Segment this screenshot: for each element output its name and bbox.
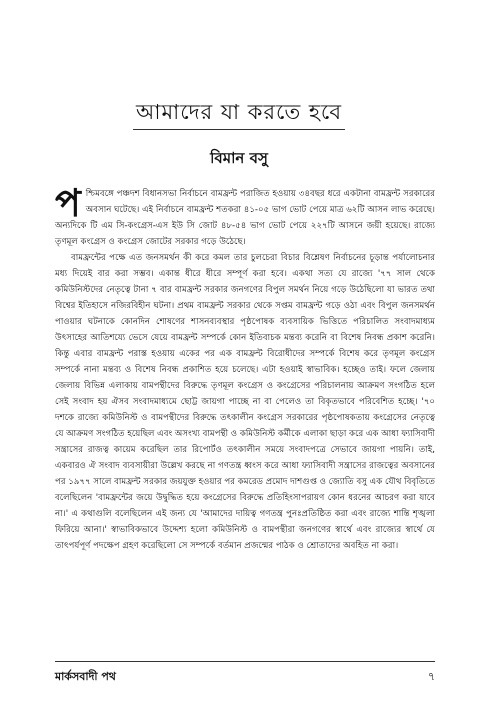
article-body	[55, 186, 435, 646]
paragraph-1	[55, 186, 435, 250]
page-number: ৭	[427, 670, 435, 683]
article-title: আমাদের যা করতে হবে	[135, 100, 343, 124]
article-author: বিমান বসু	[210, 149, 268, 167]
footer-divider	[55, 661, 435, 662]
paragraph-1-text: শ্চিমবঙ্গে পঞ্চদশ বিধানসভা নির্বাচনে বামফ্রন্ট পরাজিত হওয়ায় ৩৪বছর ধরে একটানা বামফ্রন্ট সরকারের অবসান ঘটেছে। এই নির্বাচনে বামফ্রন্ট শতকরা ৪১-০৫ ভাগ ভোট পেয়ে মাত্র ৬২টি আসন লাভ করেছে। অন্যদিকে টি এম সি-কংগ্রেস-এস ইউ সি জোট ৪৮-৫৪ ভাগ ভোট পেয়ে ২২৭টি আসনে জয়ী হয়েছে। রাজ্যে তৃণমূল কংগ্রেস ও কংগ্রেস জোটের সরকার গড়ে উঠেছে।	[55, 189, 435, 247]
paragraph-2: বামফ্রন্টের পক্ষে এত জনসমর্থন কী করে কমল তার চুলচেরা বিচার বিশ্লেষণ নির্বাচনের চূড়ান্ত পর্যালোচনার মধ্য দিয়েই বার করা সম্ভব। একান্ত ধীরে ধীরে সম্পূর্ণ করা হবে। একথা সত্য যে রাজ্যে '৭৭ সাল থেকে কমিউনিস্টদের নেতৃত্বে টানা ৭ বার বামফ্রন্ট সরকার জনগণের বিপুল সমর্থন নিয়ে গড়ে উঠেছিলো যা ভারত তথা বিশ্বের ইতিহাসে নজিরবিহীন ঘটনা। প্রথম বামফ্রন্ট সরকার থেকে সপ্তম বামফ্রন্ট গড়ে ওঠা এবং বিপুল জনসমর্থন পাওয়ার ঘটনাকে কোনদিন শোষণের শাসনব্যবস্থার পৃষ্ঠপোষক ব্যবসায়িক ভিত্তিতে পরিচালিত সংবাদমাধ্যম উৎসাহের আতিশয্যে ভেসে যেয়ে বামফ্রন্ট সম্পর্কে কোন ইতিবাচক মন্তব্য করেনি বা বিশেষ নিবন্ধ প্রকাশ করেনি। কিন্তু এবার বামফ্রন্ট পরাস্ত হওয়ায় একের পর এক বামফ্রন্ট বিরোধীদের সম্পর্কে বিশেষ করে তৃণমূল কংগ্রেস সম্পর্কে নানা মন্তব্য ও বিশেষ নিবন্ধ প্রকাশিত হয়ে চলেছে। এটা হওয়াই স্বাভাবিক। হচ্ছেও তাই। ফলে জেলায় জেলায় বিভিন্ন এলাকায় বামপন্থীদের বিরুদ্ধে তৃণমূল কংগ্রেস ও কংগ্রেসের পরিচালনায় আক্রমণ সংগঠিত হলে সেই সংবাদ হয় ঐসব সংবাদমাধ্যমে ছোট্ট জায়গা পাচ্ছে না বা পেলেও তা বিকৃতভাবে পরিবেশিত হচ্ছে। '৭০ দশকে রাজ্যে কমিউনিস্ট ও বামপন্থীদের বিরুদ্ধে তৎকালীন কংগ্রেস সরকারের পৃষ্ঠপোষকতায় কংগ্রেসের নেতৃত্বে যে আক্রমণ সংগঠিত হয়েছিল এবং অসংখ্য বামপন্থী ও কমিউনিস্ট কর্মীকে এলাকা ছাড়া করে এক আধা ফ্যাসিবাদী সন্ত্রাসের রাজত্ব কায়েম করেছিল তার রিপোর্টও তৎকালীন সময়ে সংবাদপত্রে সেভাবে জায়গা পায়নি। তাই, একবারও ঐ সংবাদ ব্যবসায়ীরা উল্লেখ করছে না গণতন্ত্র ধ্বংস করে আধা ফ্যাসিবাদী সন্ত্রাসের রাজত্বের অবসানের পর ১৯৭৭ সালে বামফ্রন্ট সরকার জয়যুক্ত হওয়ার পর কমরেড প্রমোদ দাশগুপ্ত ও জ্যোতি বসু এক যৌথ বিবৃতিতে বলেছিলেন 'বামফ্রন্টের জয়ে উদ্বুদ্ধিত হয়ে কংগ্রেসের বিরুদ্ধে প্রতিহিংসাপরায়ণ কোন ধরনের আচরণ করা যাবে না।' এ কথাগুলি বলেছিলেন এই জন্য যে 'আমাদের দায়িত্ব গণতন্ত্র পুনঃপ্রতিষ্ঠিত করা এবং রাজ্যে শান্তি শৃঙ্খলা ফিরিয়ে আনা।' স্বাভাবিকভাবে উদ্দেশ্য হলো কমিউনিস্ট ও বামপন্থীরা জনগণের স্বার্থে এবং রাজ্যের স্বার্থে যে তাৎপর্যপূর্ণ পদক্ষেপ গ্রহণ করেছিলো সে সম্পর্কে বর্তমান প্রজন্মের পাঠক ও শ্রোতাদের অবহিত না করা।	[55, 253, 435, 551]
drop-cap: প	[55, 186, 81, 225]
title-underline	[133, 129, 345, 130]
publication-name: মার্কসবাদী পথ	[55, 670, 116, 683]
